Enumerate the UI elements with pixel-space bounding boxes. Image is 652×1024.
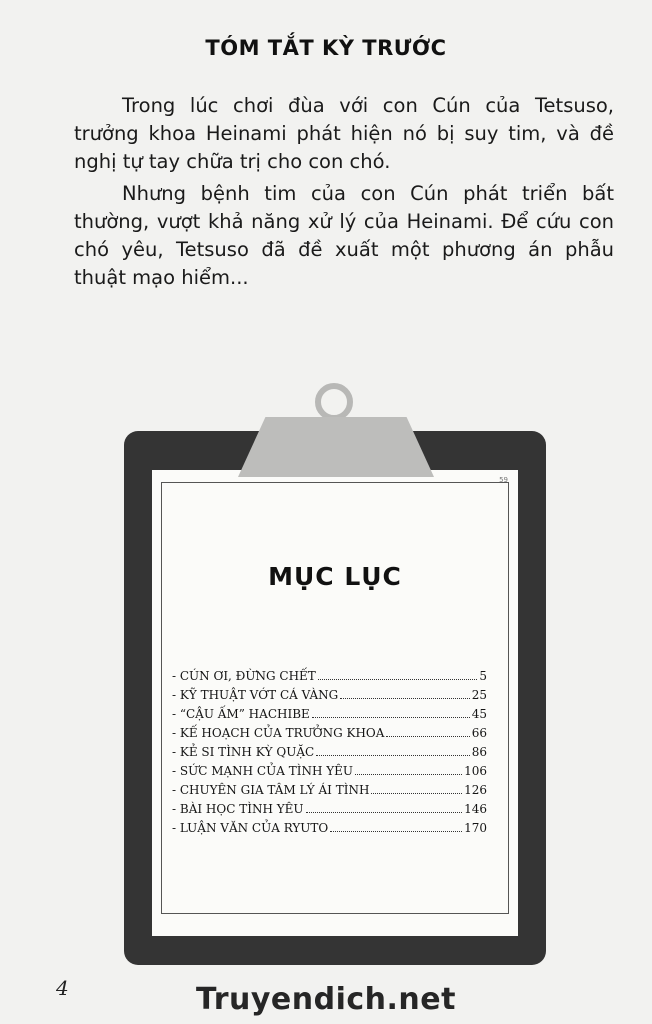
toc-entry (172, 704, 487, 723)
toc-entry-label: - BÀI HỌC TÌNH YÊU (172, 802, 304, 816)
toc-entry-label: - “CẬU ẤM” HACHIBE (172, 707, 310, 721)
toc-paper (152, 470, 518, 936)
page-number: 4 (56, 976, 69, 1000)
toc-entry-label: - KỸ THUẬT VỚT CÁ VÀNG (172, 688, 339, 702)
toc-entry-page: 25 (471, 688, 487, 702)
toc-entry (172, 761, 487, 780)
toc-leader-dots (330, 818, 462, 832)
toc-entry (172, 818, 487, 837)
toc-entry-label: - SỨC MẠNH CỦA TÌNH YÊU (172, 764, 354, 778)
toc-leader-dots (318, 666, 478, 680)
toc-entry (172, 685, 487, 704)
toc-entry-page: 106 (464, 764, 487, 778)
toc-leader-dots (306, 799, 463, 813)
toc-title: MỤC LỤC (268, 562, 402, 591)
clipboard-ring (315, 383, 353, 421)
toc-list (172, 666, 487, 837)
toc-entry (172, 799, 487, 818)
toc-entry-page: 5 (479, 669, 487, 683)
toc-entry (172, 742, 487, 761)
toc-entry-label: - KẺ SI TÌNH KỲ QUẶC (172, 745, 315, 759)
summary-title: TÓM TẮT KỲ TRƯỚC (205, 36, 447, 60)
toc-entry-label: - KẾ HOẠCH CỦA TRƯỞNG KHOA (172, 726, 385, 740)
toc-entry-page: 126 (464, 783, 487, 797)
toc-entry-label: - LUẬN VĂN CỦA RYUTO (172, 821, 329, 835)
clipboard-clip (238, 417, 434, 477)
toc-leader-dots (312, 704, 470, 718)
toc-leader-dots (371, 780, 462, 794)
toc-entry-page: 86 (471, 745, 487, 759)
paper-mark: 59 (499, 476, 508, 484)
watermark: Truyendich.net (196, 982, 456, 1017)
toc-entry (172, 666, 487, 685)
toc-entry-page: 170 (464, 821, 487, 835)
toc-entry-label: - CÚN ƠI, ĐỪNG CHẾT (172, 669, 316, 683)
toc-entry-page: 146 (464, 802, 487, 816)
toc-leader-dots (355, 761, 462, 775)
toc-entry (172, 723, 487, 742)
toc-entry-label: - CHUYÊN GIA TÂM LÝ ÁI TÌNH (172, 783, 370, 797)
summary-paragraph-2: Nhưng bệnh tim của con Cún phát triển bất thường, vượt khả năng xử lý của Heinami. Để cứu con chó yêu, Tetsuso đã đề xuất một phương án phẫu thuật mạo hiểm... (74, 182, 614, 289)
summary-paragraph-1: Trong lúc chơi đùa với con Cún của Tetsuso, trưởng khoa Heinami phát hiện nó bị suy tim, và đề nghị tự tay chữa trị cho con chó. (74, 94, 614, 173)
toc-entry-page: 45 (471, 707, 487, 721)
toc-leader-dots (316, 742, 470, 756)
toc-leader-dots (340, 685, 469, 699)
toc-entry (172, 780, 487, 799)
toc-leader-dots (386, 723, 469, 737)
toc-entry-page: 66 (471, 726, 487, 740)
